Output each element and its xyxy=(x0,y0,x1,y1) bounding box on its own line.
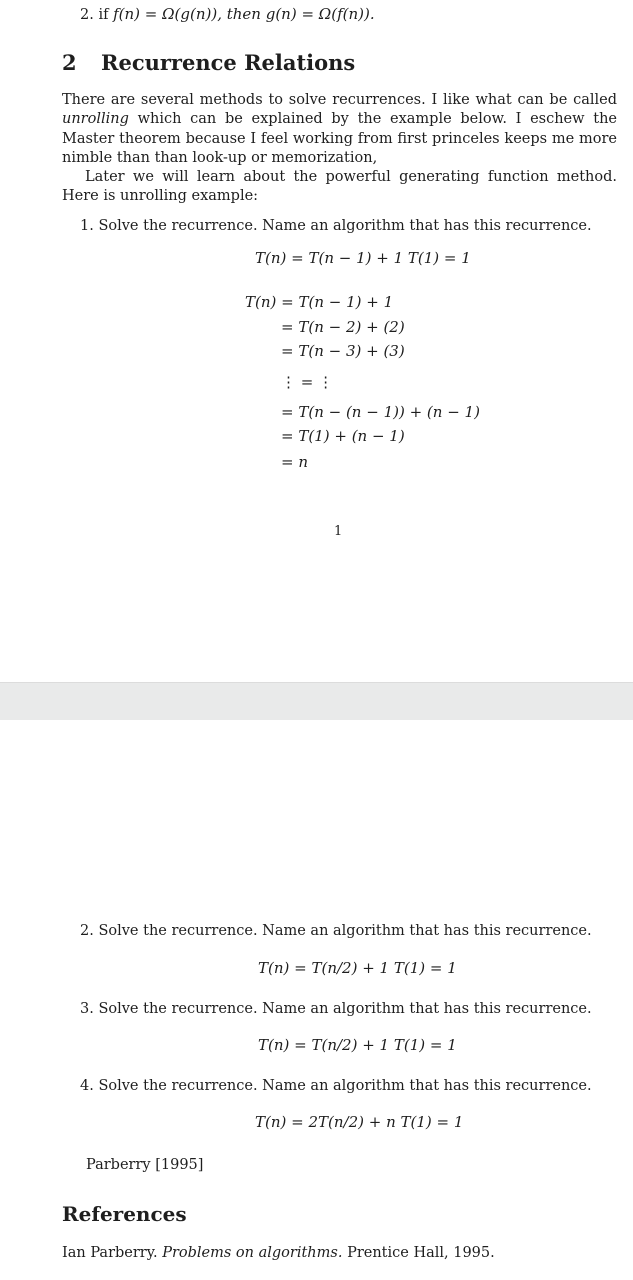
section-title: Recurrence Relations xyxy=(101,50,356,75)
paragraph-generating-function: Later we will learn about the powerful generating function method. Here is unrolling example: xyxy=(62,169,617,205)
list-item-label: 2. if xyxy=(80,7,109,23)
derivation-line-6: = n xyxy=(281,453,308,471)
paragraph-text-b: which can be explained by the example below. I eschew the Master theorem because I feel working from first princeles keeps me more nimble than than look-up or memorization, xyxy=(62,111,617,166)
citation: Parberry [1995] xyxy=(86,1157,204,1173)
list-item-4-text: 4. Solve the recurrence. Name an algorithm that has this recurrence. xyxy=(80,1078,592,1094)
derivation-line-2: = T(n − 2) + (2) xyxy=(281,318,405,336)
references-heading: References xyxy=(62,1202,187,1226)
page-number: 1 xyxy=(334,524,343,539)
recurrence-equation-4: T(n) = 2T(n/2) + n T(1) = 1 xyxy=(255,1113,464,1131)
derivation-line-3: = T(n − 3) + (3) xyxy=(281,342,405,360)
paragraph-italic-term: unrolling xyxy=(62,111,129,128)
recurrence-equation-1: T(n) = T(n − 1) + 1 T(1) = 1 xyxy=(255,249,471,267)
list-item-1-text: 1. Solve the recurrence. Name an algorithm that has this recurrence. xyxy=(80,218,592,234)
list-item-math: f(n) = Ω(g(n)), then g(n) = Ω(f(n)). xyxy=(113,5,375,23)
derivation-line-1: T(n) = T(n − 1) + 1 xyxy=(245,293,394,311)
document-page-2 xyxy=(0,720,633,1280)
derivation-line-5: = T(1) + (n − 1) xyxy=(281,427,405,445)
list-item-2-text: 2. Solve the recurrence. Name an algorithm that has this recurrence. xyxy=(80,923,592,939)
reference-title: Problems on algorithms. xyxy=(162,1245,343,1261)
paragraph-text-a: There are several methods to solve recurrences. I like what can be called xyxy=(62,92,617,108)
recurrence-equation-2: T(n) = T(n/2) + 1 T(1) = 1 xyxy=(258,959,457,977)
recurrence-equation-3: T(n) = T(n/2) + 1 T(1) = 1 xyxy=(258,1036,457,1054)
paragraph-methods xyxy=(62,91,617,168)
previous-list-item-2 xyxy=(80,4,375,25)
reference-publisher: Prentice Hall, 1995. xyxy=(347,1245,495,1261)
reference-entry xyxy=(62,1244,495,1263)
derivation-line-4: = T(n − (n − 1)) + (n − 1) xyxy=(281,403,480,421)
derivation-line-vdots: ⋮ = ⋮ xyxy=(281,373,334,391)
list-item-3-text: 3. Solve the recurrence. Name an algorithm that has this recurrence. xyxy=(80,1001,592,1017)
page-separator xyxy=(0,682,633,721)
section-number: 2 xyxy=(62,50,77,75)
reference-author: Ian Parberry. xyxy=(62,1245,158,1261)
